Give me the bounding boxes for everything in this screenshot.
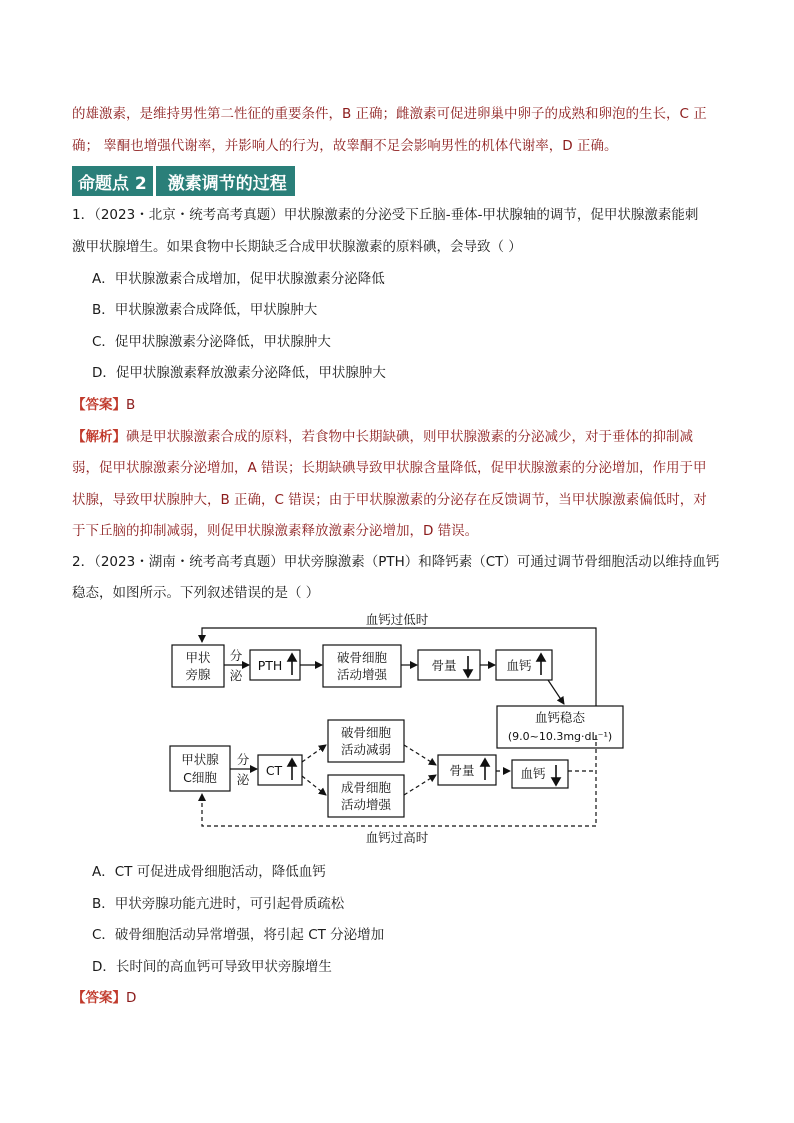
section-tag: 命题点 2	[72, 166, 153, 196]
q1-option-d: D．促甲状腺激素释放激素分泌降低，甲状腺肿大	[92, 365, 386, 381]
q2-answer	[72, 988, 732, 1008]
parathyroid-label-1: 甲状	[185, 650, 211, 665]
q1-answer-tag: 【答案】	[72, 397, 126, 413]
osteoblast-up-label-1: 成骨细胞	[340, 780, 392, 795]
q1-stem-line-1: 1．（2023・北京・统考高考真题）甲状腺激素的分泌受下丘脑-垂体-甲状腺轴的调节，促甲状腺激素能刺	[72, 207, 699, 223]
thyroid-c-label-1: 甲状腺	[181, 752, 219, 767]
q1-option-c: C．促甲状腺激素分泌降低，甲状腺肿大	[92, 334, 331, 350]
q1-analysis-line-1: 【解析】碘是甲状腺激素合成的原料，若食物中长期缺碘，则甲状腺激素的分泌减少，对于垂体的抑制减	[72, 429, 693, 445]
ct-label: CT	[265, 763, 283, 778]
thyroid-c-label-2: C细胞	[183, 770, 217, 785]
bone-down-label: 骨量	[431, 658, 457, 673]
q1-analysis-line-2: 弱，促甲状腺激素分泌增加，A 错误；长期缺碘导致甲状腺含量降低，促甲状腺激素的分泌增加，作用于甲	[72, 460, 707, 476]
homeostasis-label-1: 血钙稳态	[534, 710, 586, 725]
q2-answer-value: D	[126, 990, 137, 1006]
secrete-c-label-1: 分	[236, 752, 250, 767]
osteoclast-down-label-2: 活动减弱	[340, 742, 392, 757]
intro-line-2: 确； 睾酮也增强代谢率，并影响人的行为，故睾酮不足会影响男性的机体代谢率，D 正确。	[72, 138, 618, 154]
osteoblast-up-label-2: 活动增强	[340, 797, 392, 812]
q1-analysis-line-4: 于下丘脑的抑制减弱，则促甲状腺激素释放激素分泌增加，D 错误。	[72, 523, 479, 539]
q1-option-b: B．甲状腺激素合成降低，甲状腺肿大	[92, 302, 318, 318]
ca-up-label: 血钙	[506, 658, 532, 673]
q1-analysis-line-3: 状腺，导致甲状腺肿大，B 正确，C 错误；由于甲状腺激素的分泌存在反馈调节，当甲状腺激素偏低时，对	[72, 492, 707, 508]
q2-option-c: C．破骨细胞活动异常增强，将引起 CT 分泌增加	[92, 927, 385, 943]
bottom-loop-label: 血钙过高时	[365, 830, 429, 845]
secrete-c-label-2: 泌	[236, 772, 250, 787]
ca-down-label: 血钙	[520, 766, 546, 781]
bone-up-label: 骨量	[449, 763, 475, 778]
parathyroid-label-2: 旁腺	[185, 667, 211, 682]
secrete-label-1: 分	[229, 648, 243, 663]
q2-option-a: A．CT 可促进成骨细胞活动，降低血钙	[92, 864, 326, 880]
osteoclast-down-label-1: 破骨细胞	[340, 725, 392, 740]
top-loop-label: 血钙过低时	[365, 612, 429, 627]
osteoclast-up-label-2: 活动增强	[336, 667, 388, 682]
q2-stem-line-1: 2．（2023・湖南・统考高考真题）甲状旁腺激素（PTH）和降钙素（CT）可通过调节骨细胞活动以维持血钙	[72, 554, 720, 570]
q2-stem-line-2: 稳态，如图所示。下列叙述错误的是（ ）	[72, 585, 320, 601]
q1-answer-value: B	[126, 397, 136, 413]
q1-option-a: A．甲状腺激素合成增加，促甲状腺激素分泌降低	[92, 271, 385, 287]
intro-line-1: 的雄激素，是维持男性第二性征的重要条件，B 正确；雌激素可促进卵巢中卵子的成熟和卵泡的生长，C 正	[72, 106, 707, 122]
q1-stem-line-2: 激甲状腺增生。如果食物中长期缺乏合成甲状腺激素的原料碘，会导致（ ）	[72, 239, 522, 255]
osteoclast-up-label-1: 破骨细胞	[336, 650, 388, 665]
section-title: 激素调节的过程	[156, 166, 295, 196]
q1-analysis-tag: 【解析】	[72, 429, 126, 445]
secrete-label-2: 泌	[229, 668, 243, 683]
homeostasis-label-2: (9.0~10.3mg·dL⁻¹)	[507, 730, 613, 743]
q2-answer-tag: 【答案】	[72, 990, 126, 1006]
pth-label: PTH	[257, 658, 283, 673]
q2-option-d: D．长时间的高血钙可导致甲状旁腺增生	[92, 959, 332, 975]
q2-option-b: B．甲状旁腺功能亢进时，可引起骨质疏松	[92, 896, 345, 912]
